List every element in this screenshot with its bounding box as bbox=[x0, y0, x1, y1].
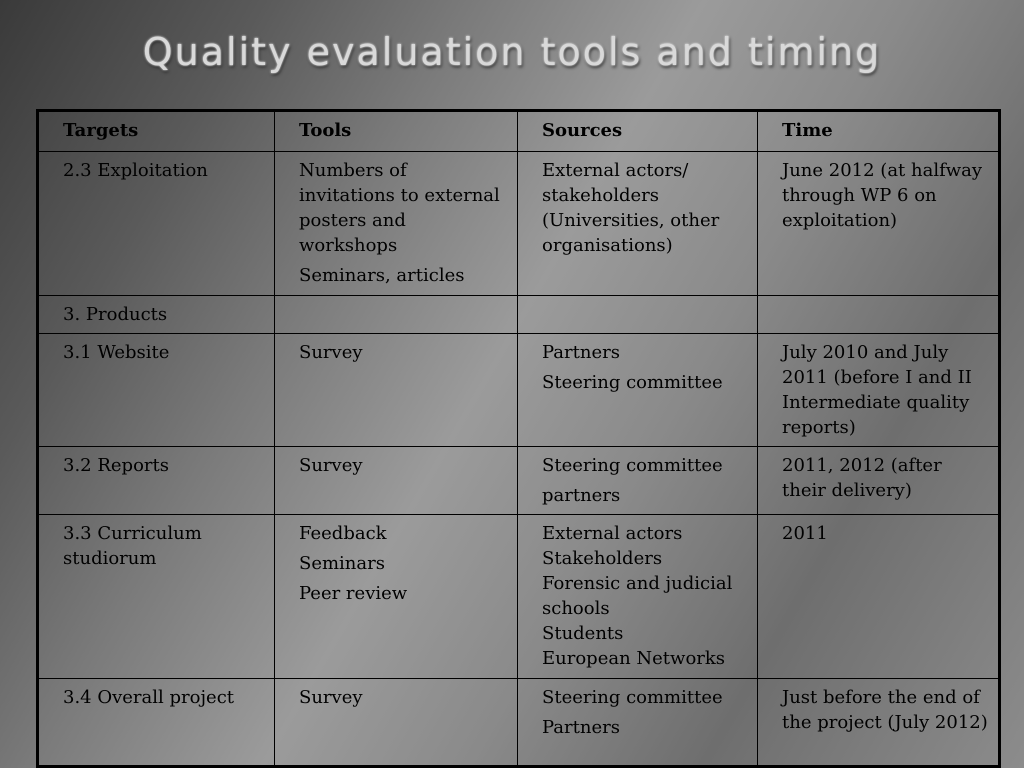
sources-cell bbox=[518, 679, 758, 767]
source-item: Steering committee bbox=[542, 455, 723, 476]
header-tools: Tools bbox=[275, 111, 518, 152]
time-cell: June 2012 (at halfway through WP 6 on exploitation) bbox=[758, 152, 1000, 296]
source-item: External actors/ stakeholders (Universities, other organisations) bbox=[542, 160, 720, 256]
sources-cell bbox=[518, 515, 758, 679]
source-item: Steering committee bbox=[542, 372, 723, 393]
table-row bbox=[38, 447, 1000, 515]
sources-cell bbox=[518, 152, 758, 296]
target-cell: 2.3 Exploitation bbox=[38, 152, 275, 296]
tool-item: Survey bbox=[299, 687, 363, 708]
table-row bbox=[38, 296, 1000, 334]
source-item: Partners bbox=[542, 342, 620, 363]
tool-item: Seminars, articles bbox=[299, 265, 465, 286]
table-row bbox=[38, 515, 1000, 679]
section-cell: 3. Products bbox=[38, 296, 275, 334]
slide-title: Quality evaluation tools and timing bbox=[142, 30, 882, 74]
tool-item: Numbers of invitations to external posters and workshops bbox=[299, 160, 500, 256]
header-sources: Sources bbox=[518, 111, 758, 152]
header-targets: Targets bbox=[38, 111, 275, 152]
header-time: Time bbox=[758, 111, 1000, 152]
tool-item: Seminars bbox=[299, 553, 385, 574]
source-line: Forensic and judicial schools bbox=[542, 573, 733, 619]
source-line: External actors bbox=[542, 523, 683, 544]
tools-cell bbox=[275, 334, 518, 447]
target-cell: 3.3 Curriculum studiorum bbox=[38, 515, 275, 679]
source-item: partners bbox=[542, 485, 621, 506]
header-row bbox=[38, 111, 1000, 152]
table-row bbox=[38, 334, 1000, 447]
source-item: Partners bbox=[542, 717, 620, 738]
sources-cell bbox=[518, 447, 758, 515]
source-line: Students bbox=[542, 623, 624, 644]
tool-item: Survey bbox=[299, 342, 363, 363]
tool-item: Survey bbox=[299, 455, 363, 476]
target-cell: 3.1 Website bbox=[38, 334, 275, 447]
tool-item: Peer review bbox=[299, 583, 408, 604]
quality-evaluation-table bbox=[36, 109, 1001, 768]
table-row bbox=[38, 679, 1000, 767]
target-cell: 3.2 Reports bbox=[38, 447, 275, 515]
source-item: Steering committee bbox=[542, 687, 723, 708]
time-cell: 2011 bbox=[758, 515, 1000, 679]
time-cell: July 2010 and July 2011 (before I and II Intermediate quality reports) bbox=[758, 334, 1000, 447]
sources-cell bbox=[518, 296, 758, 334]
tools-cell bbox=[275, 679, 518, 767]
time-cell: 2011, 2012 (after their delivery) bbox=[758, 447, 1000, 515]
time-cell bbox=[758, 296, 1000, 334]
tools-cell bbox=[275, 296, 518, 334]
source-line: European Networks bbox=[542, 648, 726, 669]
tools-cell bbox=[275, 152, 518, 296]
tool-item: Feedback bbox=[299, 523, 387, 544]
sources-cell bbox=[518, 334, 758, 447]
tools-cell bbox=[275, 515, 518, 679]
table-row bbox=[38, 152, 1000, 296]
time-cell: Just before the end of the project (July 2012) bbox=[758, 679, 1000, 767]
tools-cell bbox=[275, 447, 518, 515]
target-cell: 3.4 Overall project bbox=[38, 679, 275, 767]
source-line: Stakeholders bbox=[542, 548, 663, 569]
